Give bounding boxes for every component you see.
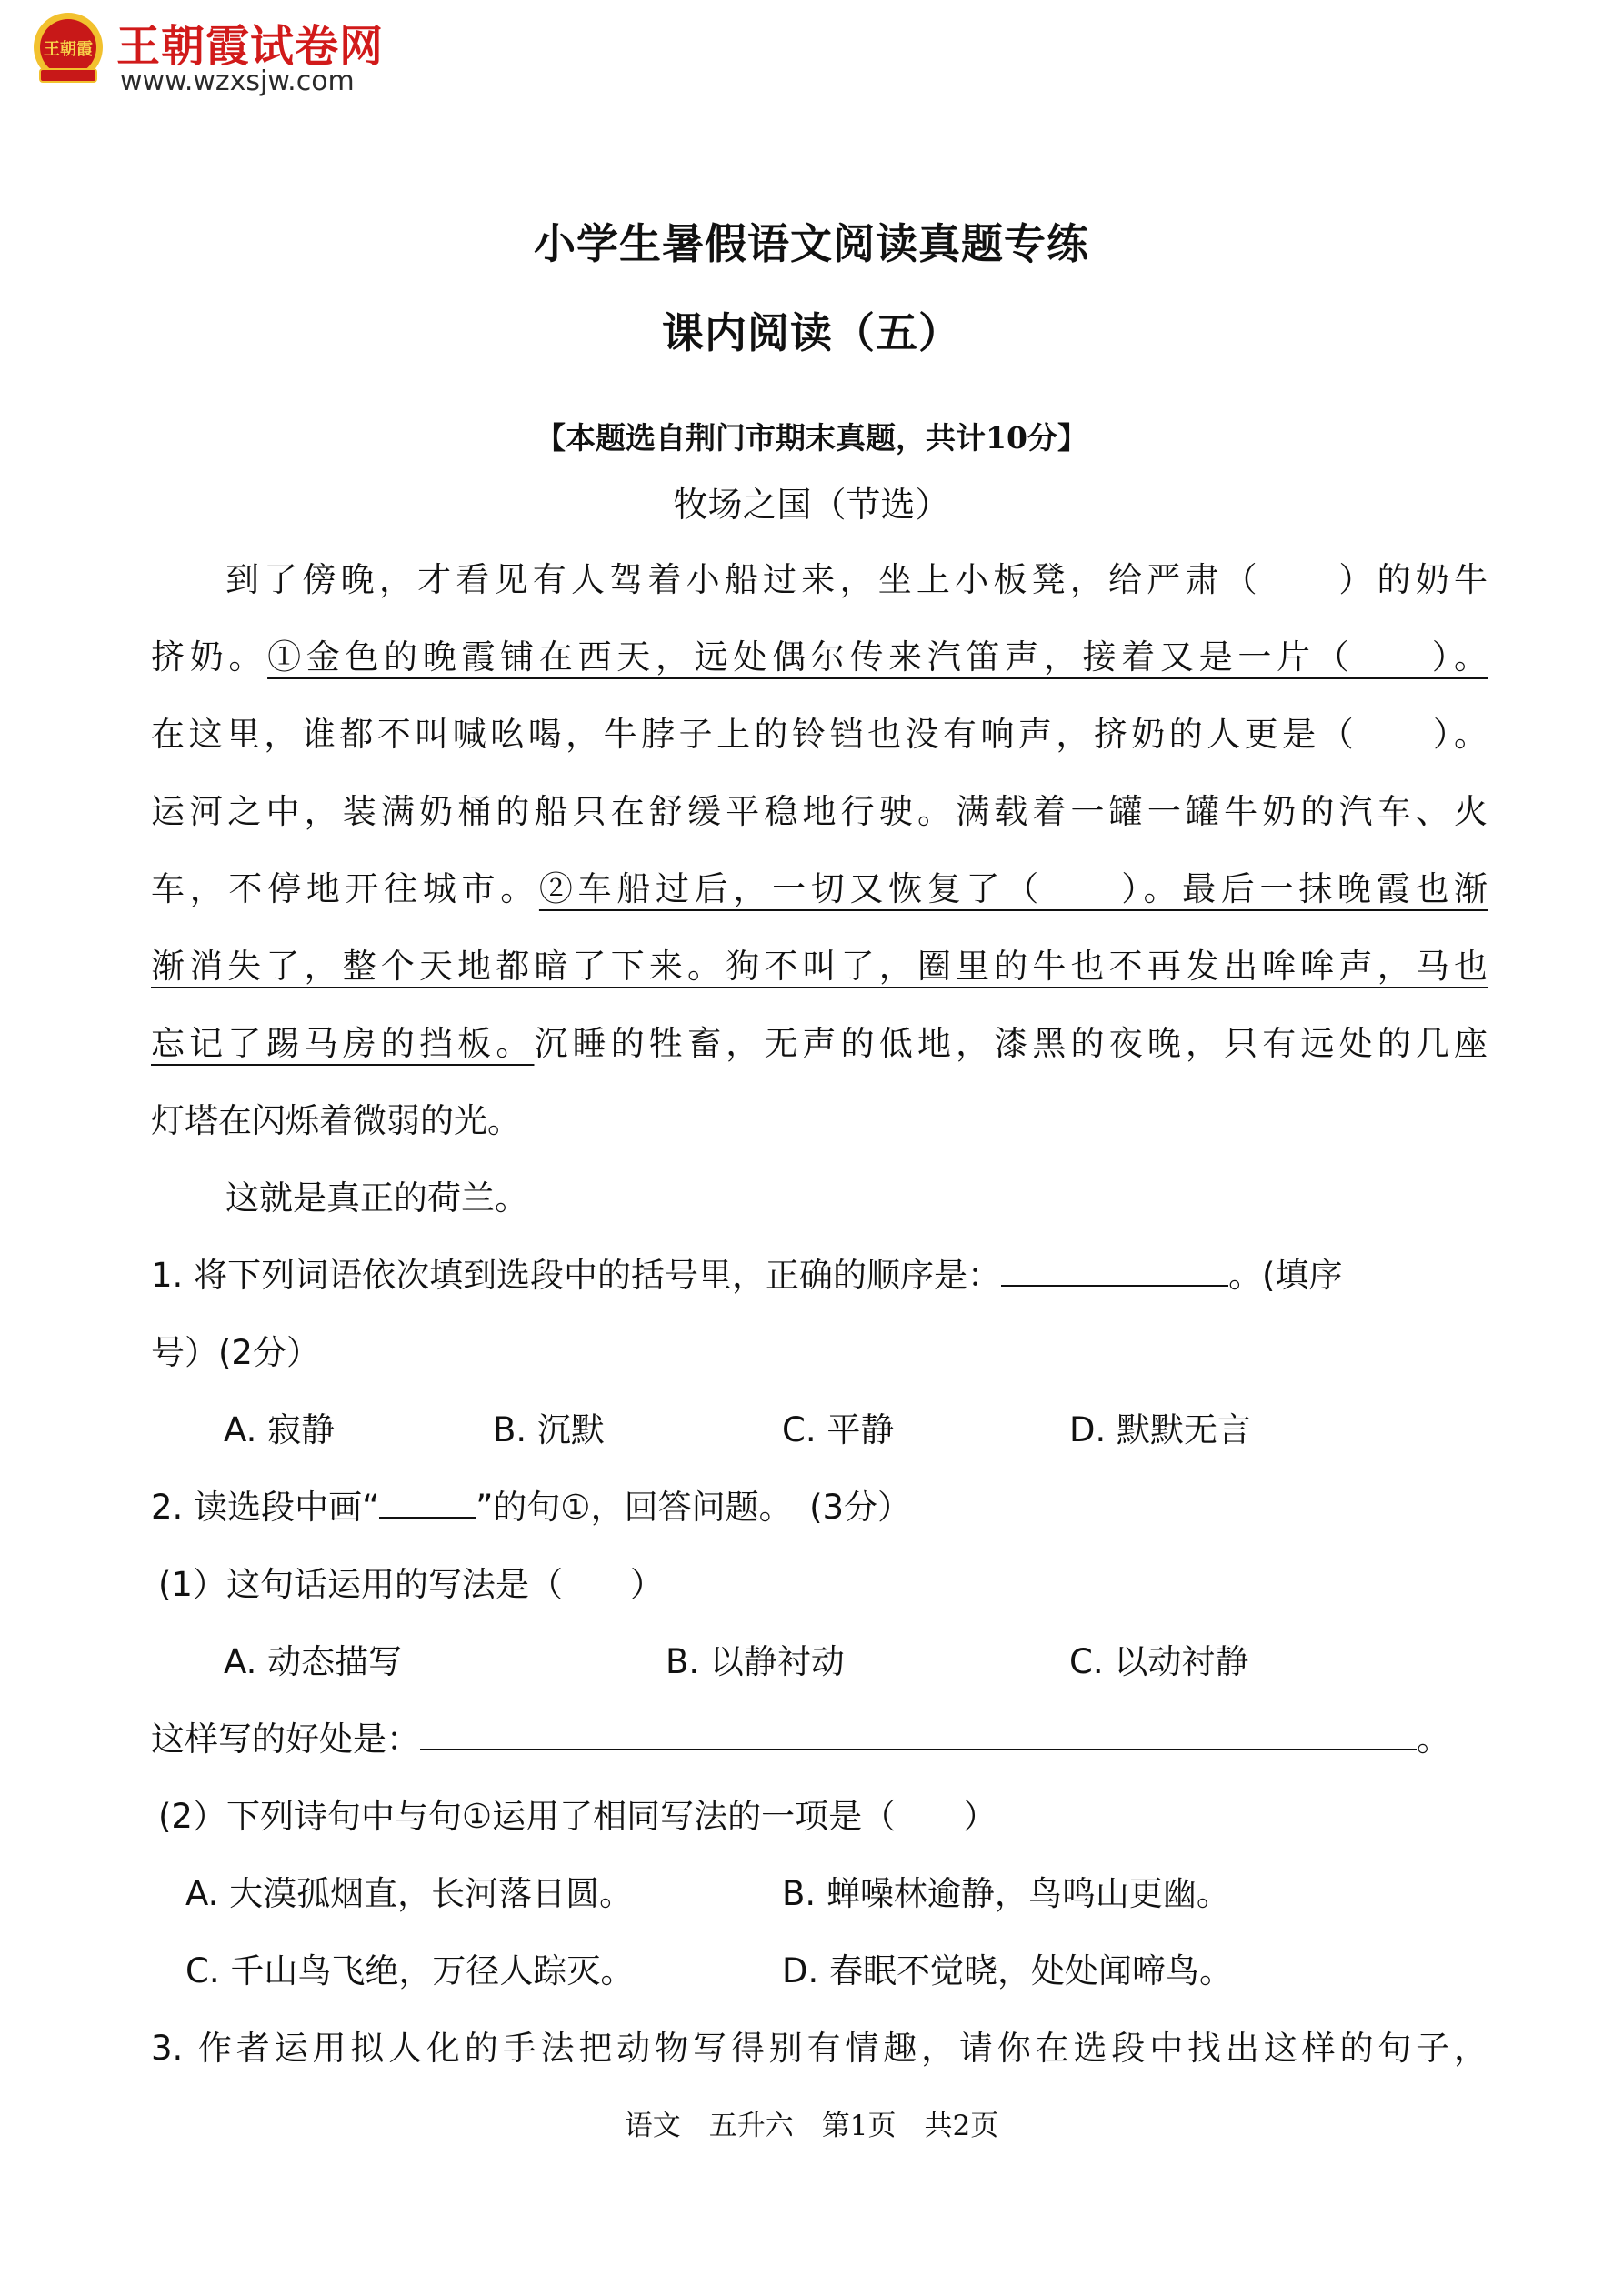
- question-2-text: 2. 读选段中画“: [151, 1488, 380, 1527]
- question-1-text: 1. 将下列词语依次填到选段中的括号里，正确的顺序是：: [151, 1256, 1002, 1295]
- option-c: C. 平静: [782, 1410, 895, 1449]
- period: 。: [1417, 1719, 1450, 1759]
- option-d: D. 默默无言: [1069, 1410, 1252, 1449]
- question-3: 3. 作者运用拟人化的手法把动物写得别有情趣，请你在选段中找出这样的句子，: [151, 2029, 1488, 2068]
- page-subtitle: 课内阅读（五）: [662, 308, 961, 357]
- passage-title: 牧场之国（节选）: [673, 485, 950, 525]
- site-url: www.wzxsjw.com: [120, 65, 355, 97]
- passage-line: [151, 630, 1488, 685]
- answer-blank[interactable]: [1001, 1248, 1228, 1287]
- svg-text:王朝霞: 王朝霞: [44, 40, 93, 59]
- question-1: [151, 1248, 1488, 1303]
- passage-text: 挤奶。: [151, 637, 268, 677]
- passage-line: 到了傍晚，才看见有人驾着小船过来，坐上小板凳，给严肃（ ）的奶牛: [225, 560, 1488, 599]
- passage-line: 这就是真正的荷兰。: [225, 1178, 528, 1218]
- option-c: C. 千山鸟飞绝，万径人踪灭。: [185, 1951, 635, 1990]
- option-c: C. 以动衬静: [1069, 1642, 1249, 1681]
- underlined-sentence-2-end: 忘记了踢马房的挡板。: [151, 1024, 535, 1063]
- answer-blank[interactable]: [420, 1712, 1417, 1750]
- passage-line: [151, 1017, 1488, 1071]
- underlined-sentence-2: ②车船过后，一切又恢复了（ ）。最后一抹晚霞也渐: [538, 869, 1488, 908]
- question-1-text: 。(填序: [1228, 1256, 1343, 1295]
- question-1-cont: 号）(2分）: [151, 1333, 320, 1372]
- passage-line: 运河之中，装满奶桶的船只在舒缓平稳地行驶。满载着一罐一罐牛奶的汽车、火: [151, 792, 1488, 831]
- site-name: 王朝霞试卷网: [116, 21, 385, 72]
- passage-text: 沉睡的牲畜，无声的低地，漆黑的夜晚，只有远处的几座: [534, 1024, 1488, 1063]
- option-b: B. 以静衬动: [666, 1642, 845, 1681]
- option-a: A. 动态描写: [224, 1642, 403, 1681]
- option-b: B. 沉默: [493, 1410, 605, 1449]
- question-2-2: (2）下列诗句中与句①运用了相同写法的一项是（ ）: [158, 1797, 997, 1836]
- passage-line: [151, 862, 1488, 917]
- site-logo-badge: [27, 9, 109, 91]
- question-2-text: ”的句①，回答问题。 (3分）: [476, 1488, 912, 1527]
- page-footer: 语文 五升六 第1页 共2页: [624, 2110, 999, 2142]
- option-a: A. 寂静: [224, 1410, 336, 1449]
- benefit-label: 这样写的好处是：: [151, 1719, 420, 1759]
- option-b: B. 蝉噪林逾静，鸟鸣山更幽。: [782, 1874, 1230, 1913]
- underlined-sentence-1: ①金色的晚霞铺在西天，远处偶尔传来汽笛声，接着又是一片（ ）。: [267, 637, 1488, 677]
- source-note: 【本题选自荆门市期末真题，共计10分】: [536, 420, 1087, 456]
- question-2: [151, 1480, 1488, 1535]
- passage-line: 在这里，谁都不叫喊吆喝，牛脖子上的铃铛也没有响声，挤奶的人更是（ ）。: [151, 715, 1488, 754]
- passage-line: 灯塔在闪烁着微弱的光。: [151, 1101, 521, 1140]
- option-d: D. 春眠不觉晓，处处闻啼鸟。: [782, 1951, 1234, 1990]
- underlined-sentence-2-cont: 渐消失了，整个天地都暗了下来。狗不叫了，圈里的牛也不再发出哞哞声，马也: [151, 947, 1488, 986]
- page-title: 小学生暑假语文阅读真题专练: [534, 219, 1089, 268]
- option-a: A. 大漠孤烟直，长河落日圆。: [185, 1874, 634, 1913]
- question-2-1: (1）这句话运用的写法是（ ）: [158, 1565, 664, 1604]
- passage-text: 车，不停地开往城市。: [151, 869, 539, 908]
- benefit-line: [151, 1712, 1488, 1767]
- underline-mark: [379, 1480, 476, 1519]
